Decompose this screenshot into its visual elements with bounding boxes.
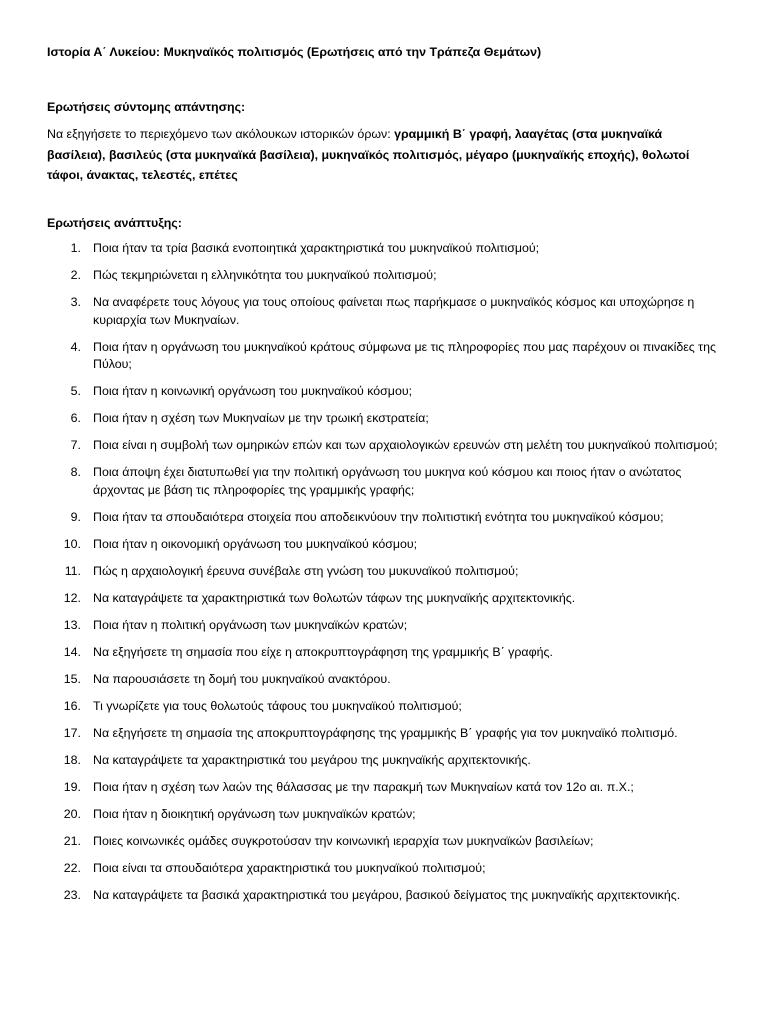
question-number: 6. bbox=[70, 411, 81, 425]
question-text: Ποια ήταν τα τρία βασικά ενοποιητικά χαρακτηριστικά του μυκηναϊκού πολιτισμού; bbox=[93, 241, 540, 255]
question-item bbox=[47, 536, 737, 554]
question-item bbox=[47, 294, 737, 329]
question-item bbox=[47, 698, 737, 716]
question-item bbox=[47, 725, 737, 743]
question-text: Ποια είναι τα σπουδαιότερα χαρακτηριστικά του μυκηναϊκού πολιτισμού; bbox=[93, 860, 486, 875]
question-item bbox=[47, 806, 737, 824]
question-item bbox=[47, 339, 737, 374]
question-number: 5. bbox=[70, 384, 81, 398]
question-text: Ποια άποψη έχει διατυπωθεί για την πολιτική οργάνωση του μυκηνα κού κόσμου και ποιος ήταν ο ανώτατος άρχοντας με βάση τις πληροφορίες της γραμμικής γραφής; bbox=[93, 465, 682, 497]
question-item bbox=[47, 240, 737, 258]
question-item bbox=[47, 563, 737, 581]
question-text: Να καταγράψετε τα χαρακτηριστικά των θολωτών τάφων της μυκηναϊκής αρχιτεκτονικής. bbox=[93, 590, 576, 605]
question-number: 12. bbox=[63, 590, 81, 605]
short-answer-heading: Ερωτήσεις σύντομης απάντησης: bbox=[47, 100, 246, 114]
question-number: 11. bbox=[64, 563, 81, 578]
question-text: Ποια ήταν η σχέση των λαών της θάλασσας με την παρακμή των Μυκηναίων κατά τον 12ο αι. π.Χ.; bbox=[93, 779, 634, 794]
development-heading: Ερωτήσεις ανάπτυξης: bbox=[47, 216, 182, 230]
question-number: 14. bbox=[63, 644, 81, 659]
question-item bbox=[47, 833, 737, 851]
question-text: Να αναφέρετε τους λόγους για τους οποίους φαίνεται πως παρήκμασε ο μυκηναϊκός κόσμος και υποχώρησε η κυριαρχία των Μυκηναίων. bbox=[93, 295, 695, 327]
question-number: 13. bbox=[63, 617, 81, 632]
question-text: Ποια ήταν η οργάνωση του μυκηναϊκού κράτους σύμφωνα με τις πληροφορίες που μας παρέχουν οι πινακίδες της Πύλου; bbox=[93, 339, 716, 371]
question-number: 8. bbox=[70, 465, 81, 479]
question-item bbox=[47, 509, 737, 527]
question-item bbox=[47, 779, 737, 797]
question-item bbox=[47, 464, 737, 499]
question-text: Ποια ήταν τα σπουδαιότερα στοιχεία που αποδεικνύουν την πολιτιστική ενότητα του μυκηναϊκού κόσμου; bbox=[93, 509, 664, 524]
question-text: Ποια ήταν η οικονομική οργάνωση του μυκηναϊκού κόσμου; bbox=[93, 536, 418, 551]
question-text: Πώς η αρχαιολογική έρευνα συνέβαλε στη γνώση του μυκυναϊκού πολιτισμού; bbox=[93, 563, 519, 578]
question-number: 20. bbox=[63, 806, 81, 821]
question-text: Να καταγράψετε τα βασικά χαρακτηριστικά του μεγάρου, βασικού δείγματος της μυκηναϊκής αρχιτεκτονικής. bbox=[93, 887, 681, 902]
question-number: 21. bbox=[63, 833, 81, 848]
question-number: 3. bbox=[70, 295, 81, 309]
question-number: 16. bbox=[63, 698, 81, 713]
question-text: Ποια ήταν η πολιτική οργάνωση των μυκηναϊκών κρατών; bbox=[93, 617, 408, 632]
question-number: 17. bbox=[63, 725, 81, 740]
question-number: 10. bbox=[63, 536, 81, 551]
question-number: 19. bbox=[63, 779, 81, 794]
question-item bbox=[47, 887, 737, 905]
question-item bbox=[47, 410, 737, 428]
short-answer-intro: Να εξηγήσετε το περιεχόμενο των ακόλουκων ιστορικών όρων: bbox=[47, 127, 395, 141]
question-number: 9. bbox=[70, 509, 81, 524]
question-number: 23. bbox=[63, 887, 81, 902]
question-item bbox=[47, 860, 737, 878]
short-answer-body bbox=[47, 124, 719, 186]
question-item bbox=[47, 617, 737, 635]
question-item bbox=[47, 437, 737, 455]
question-text: Ποια ήταν η κοινωνική οργάνωση του μυκηναϊκού κόσμου; bbox=[93, 384, 413, 398]
question-number: 22. bbox=[63, 860, 81, 875]
question-number: 7. bbox=[70, 438, 81, 452]
question-item bbox=[47, 752, 737, 770]
question-text: Να εξηγήσετε τη σημασία της αποκρυπτογράφησης της γραμμικής Β΄ γραφής για τον μυκηναϊκό πολιτισμό. bbox=[93, 725, 678, 740]
question-number: 18. bbox=[63, 752, 81, 767]
question-number: 2. bbox=[70, 268, 81, 282]
question-text: Ποια είναι η συμβολή των ομηρικών επών και των αρχαιολογικών ερευνών στη μελέτη του μυκηναϊκού πολιτισμού; bbox=[93, 438, 718, 452]
question-text: Ποιες κοινωνικές ομάδες συγκροτούσαν την κοινωνική ιεραρχία των μυκηναϊκών βασιλείων; bbox=[93, 833, 594, 848]
question-text: Τι γνωρίζετε για τους θολωτούς τάφους του μυκηναϊκού πολιτισμού; bbox=[93, 698, 462, 713]
question-text: Ποια ήταν η διοικητική οργάνωση των μυκηναϊκών κρατών; bbox=[93, 806, 416, 821]
question-text: Πώς τεκμηριώνεται η ελληνικότητα του μυκηναϊκού πολιτισμού; bbox=[93, 268, 437, 282]
question-list bbox=[47, 240, 737, 914]
short-answer-terms: γραμμική Β΄ γραφή, λααγέτας (στα μυκηναϊκά βασίλεια), βασιλεύς (στα μυκηναϊκά βασίλεια), μυκηναϊκός πολιτισμός, μέγαρο (μυκηναϊκής εποχής), θολωτοί τάφοι, άνακτας, τελεστές, επέτες bbox=[47, 127, 690, 182]
page-title: Ιστορία Α΄ Λυκείου: Μυκηναϊκός πολιτισμός (Ερωτήσεις από την Τράπεζα Θεμάτων) bbox=[47, 45, 542, 59]
question-number: 4. bbox=[70, 339, 81, 354]
question-item bbox=[47, 383, 737, 401]
question-text: Να εξηγήσετε τη σημασία που είχε η αποκρυπτογράφηση της γραμμικής Β΄ γραφής. bbox=[93, 644, 553, 659]
question-item bbox=[47, 267, 737, 285]
question-number: 15. bbox=[63, 671, 81, 686]
question-item bbox=[47, 671, 737, 689]
question-text: Να καταγράψετε τα χαρακτηριστικά του μεγάρου της μυκηναϊκής αρχιτεκτονικής. bbox=[93, 752, 531, 767]
question-text: Ποια ήταν η σχέση των Μυκηναίων με την τρωική εκστρατεία; bbox=[93, 411, 429, 425]
question-item bbox=[47, 644, 737, 662]
question-number: 1. bbox=[70, 241, 81, 255]
question-item bbox=[47, 590, 737, 608]
question-text: Να παρουσιάσετε τη δομή του μυκηναϊκού ανακτόρου. bbox=[93, 671, 391, 686]
